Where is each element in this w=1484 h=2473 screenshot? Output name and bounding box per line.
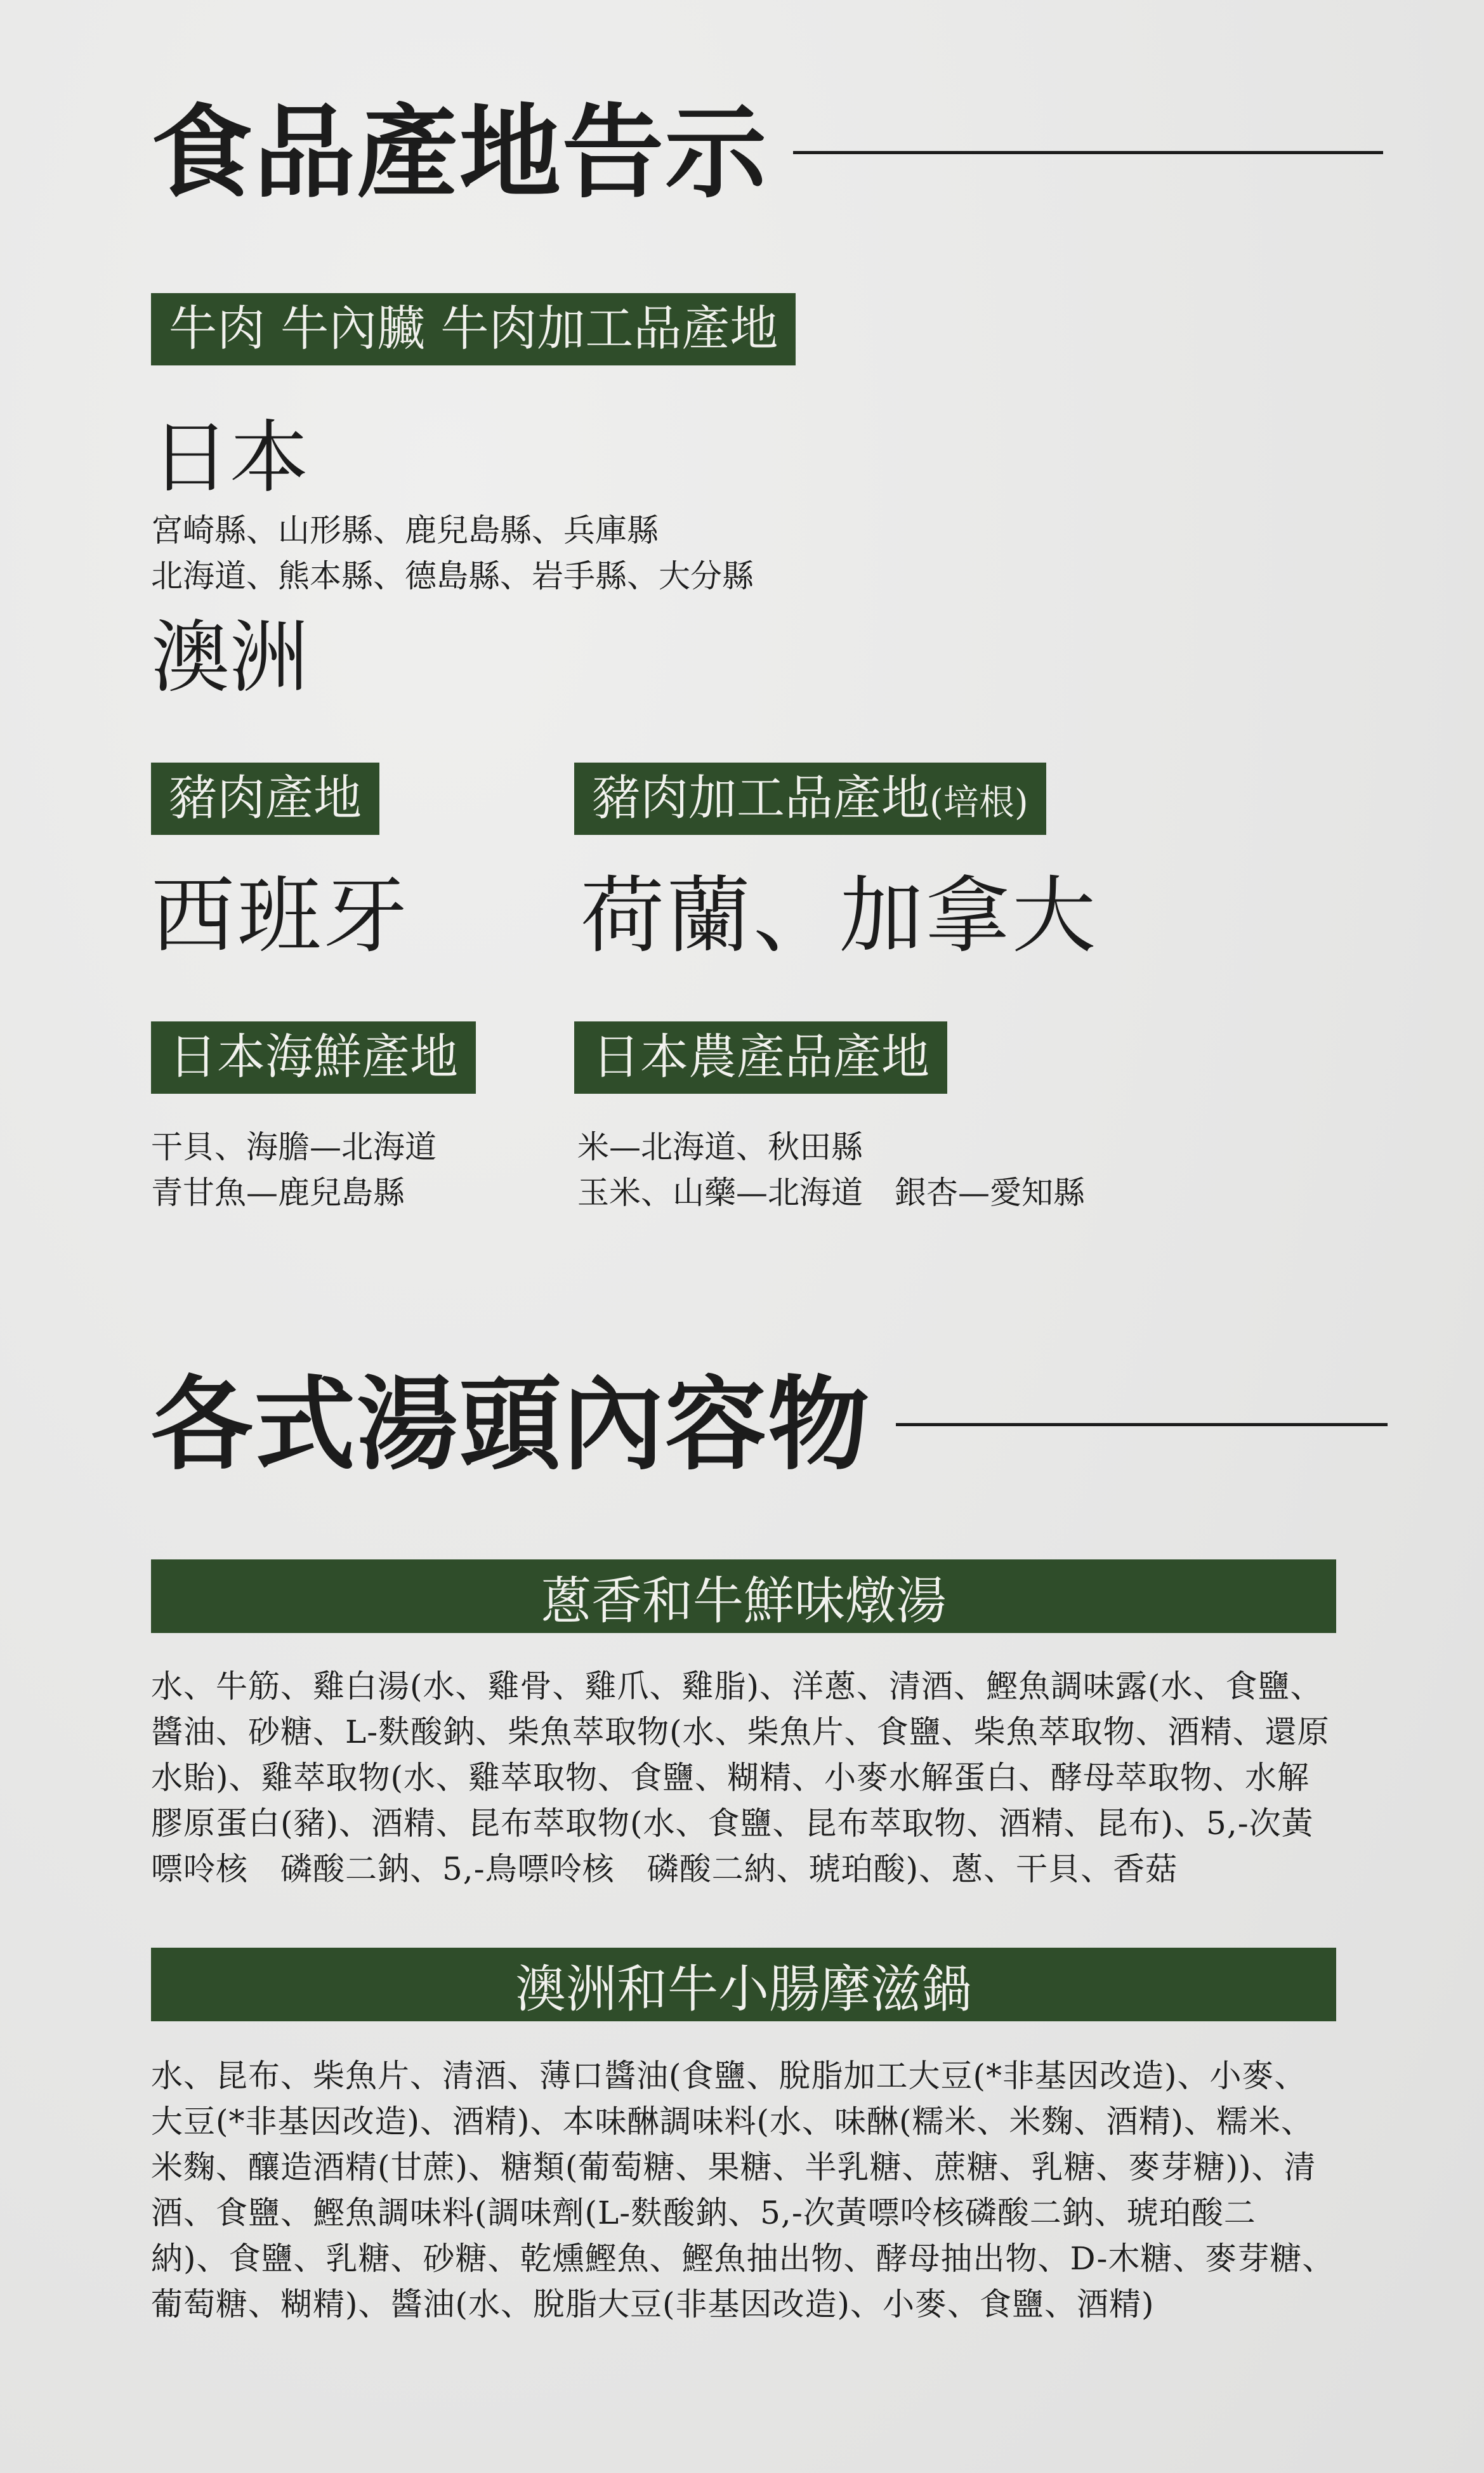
soup-title-rule <box>896 1423 1388 1426</box>
pork-processed-tag-note: (培根) <box>929 782 1028 823</box>
soup2-ingredients-line: 酒、食鹽、鰹魚調味料(調味劑(L-麩酸鈉、5,-次黃嘌呤核磷酸二鈉、琥珀酸二 <box>151 2194 1256 2231</box>
soup1-ingredients <box>151 1663 1337 1892</box>
soup2-ingredients-line: 納)、食鹽、乳糖、砂糖、乾燻鰹魚、鰹魚抽出物、酵母抽出物、D-木糖、麥芽糖、 <box>151 2240 1335 2277</box>
beef-country-japan: 日本 <box>151 412 309 504</box>
origin-section-title: 食品產地告示 <box>151 93 768 212</box>
produce-origin-list <box>577 1124 1085 1216</box>
soup-section-header <box>151 1365 1388 1484</box>
soup2-name: 澳洲和牛小腸摩滋鍋 <box>515 1959 972 2019</box>
pork-processed-origin-tag <box>574 763 1046 835</box>
soup2-ingredients-line: 大豆(*非基因改造)、酒精)、本味醂調味料(水、味醂(糯米、米麴、酒精)、糯米、 <box>151 2103 1314 2140</box>
origin-section-header <box>151 93 1383 212</box>
pork-origin-tag: 豬肉產地 <box>151 763 379 835</box>
soup1-ingredients-line: 水、牛筋、雞白湯(水、雞骨、雞爪、雞脂)、洋蔥、清酒、鰹魚調味露(水、食鹽、 <box>151 1668 1323 1705</box>
soup1-ingredients-line: 嘌呤核 磷酸二鈉、5,-鳥嘌呤核 磷酸二納、琥珀酸)、蔥、干貝、香菇 <box>151 1851 1178 1887</box>
seafood-origin-line1: 干貝、海膽—北海道 <box>151 1129 437 1165</box>
produce-origin-line2: 玉米、山藥—北海道 銀杏—愛知縣 <box>577 1174 1085 1211</box>
pork-processed-tag-label: 豬肉加工品產地 <box>592 770 929 826</box>
soup2-name-band <box>151 1948 1336 2021</box>
pork-origin-value: 西班牙 <box>151 867 410 965</box>
seafood-origin-tag: 日本海鮮產地 <box>151 1021 476 1094</box>
pork-processed-origin-value: 荷蘭、加拿大 <box>581 867 1098 965</box>
soup1-ingredients-line: 水貽)、雞萃取物(水、雞萃取物、食鹽、糊精、小麥水解蛋白、酵母萃取物、水解 <box>151 1759 1310 1796</box>
soup1-ingredients-line: 醬油、砂糖、L-麩酸鈉、柴魚萃取物(水、柴魚片、食鹽、柴魚萃取物、酒精、還原 <box>151 1714 1330 1750</box>
beef-japan-regions-line2: 北海道、熊本縣、德島縣、岩手縣、大分縣 <box>151 558 754 594</box>
soup1-name-band <box>151 1559 1336 1633</box>
soup2-ingredients <box>151 2053 1337 2327</box>
produce-origin-line1: 米—北海道、秋田縣 <box>577 1129 863 1165</box>
soup1-ingredients-line: 膠原蛋白(豬)、酒精、昆布萃取物(水、食鹽、昆布萃取物、酒精、昆布)、5,-次黃 <box>151 1805 1314 1842</box>
produce-origin-tag: 日本農產品產地 <box>574 1021 947 1094</box>
seafood-origin-line2: 青甘魚—鹿兒島縣 <box>151 1174 405 1211</box>
beef-origin-tag: 牛肉 牛內臟 牛肉加工品產地 <box>151 293 796 365</box>
seafood-origin-list <box>151 1124 437 1216</box>
soup2-ingredients-line: 葡萄糖、糊精)、醬油(水、脫脂大豆(非基因改造)、小麥、食鹽、酒精) <box>151 2286 1155 2323</box>
beef-japan-regions-line1: 宮崎縣、山形縣、鹿兒島縣、兵庫縣 <box>151 512 659 549</box>
soup2-ingredients-line: 米麴、釀造酒精(甘蔗)、糖類(葡萄糖、果糖、半乳糖、蔗糖、乳糖、麥芽糖))、清 <box>151 2149 1317 2186</box>
soup1-name: 蔥香和牛鮮味燉湯 <box>541 1571 947 1630</box>
beef-country-australia: 澳洲 <box>151 612 309 704</box>
soup-section-title: 各式湯頭內容物 <box>151 1365 871 1484</box>
beef-japan-regions <box>151 508 754 599</box>
origin-title-rule <box>793 151 1383 154</box>
soup2-ingredients-line: 水、昆布、柴魚片、清酒、薄口醬油(食鹽、脫脂加工大豆(*非基因改造)、小麥、 <box>151 2057 1307 2094</box>
